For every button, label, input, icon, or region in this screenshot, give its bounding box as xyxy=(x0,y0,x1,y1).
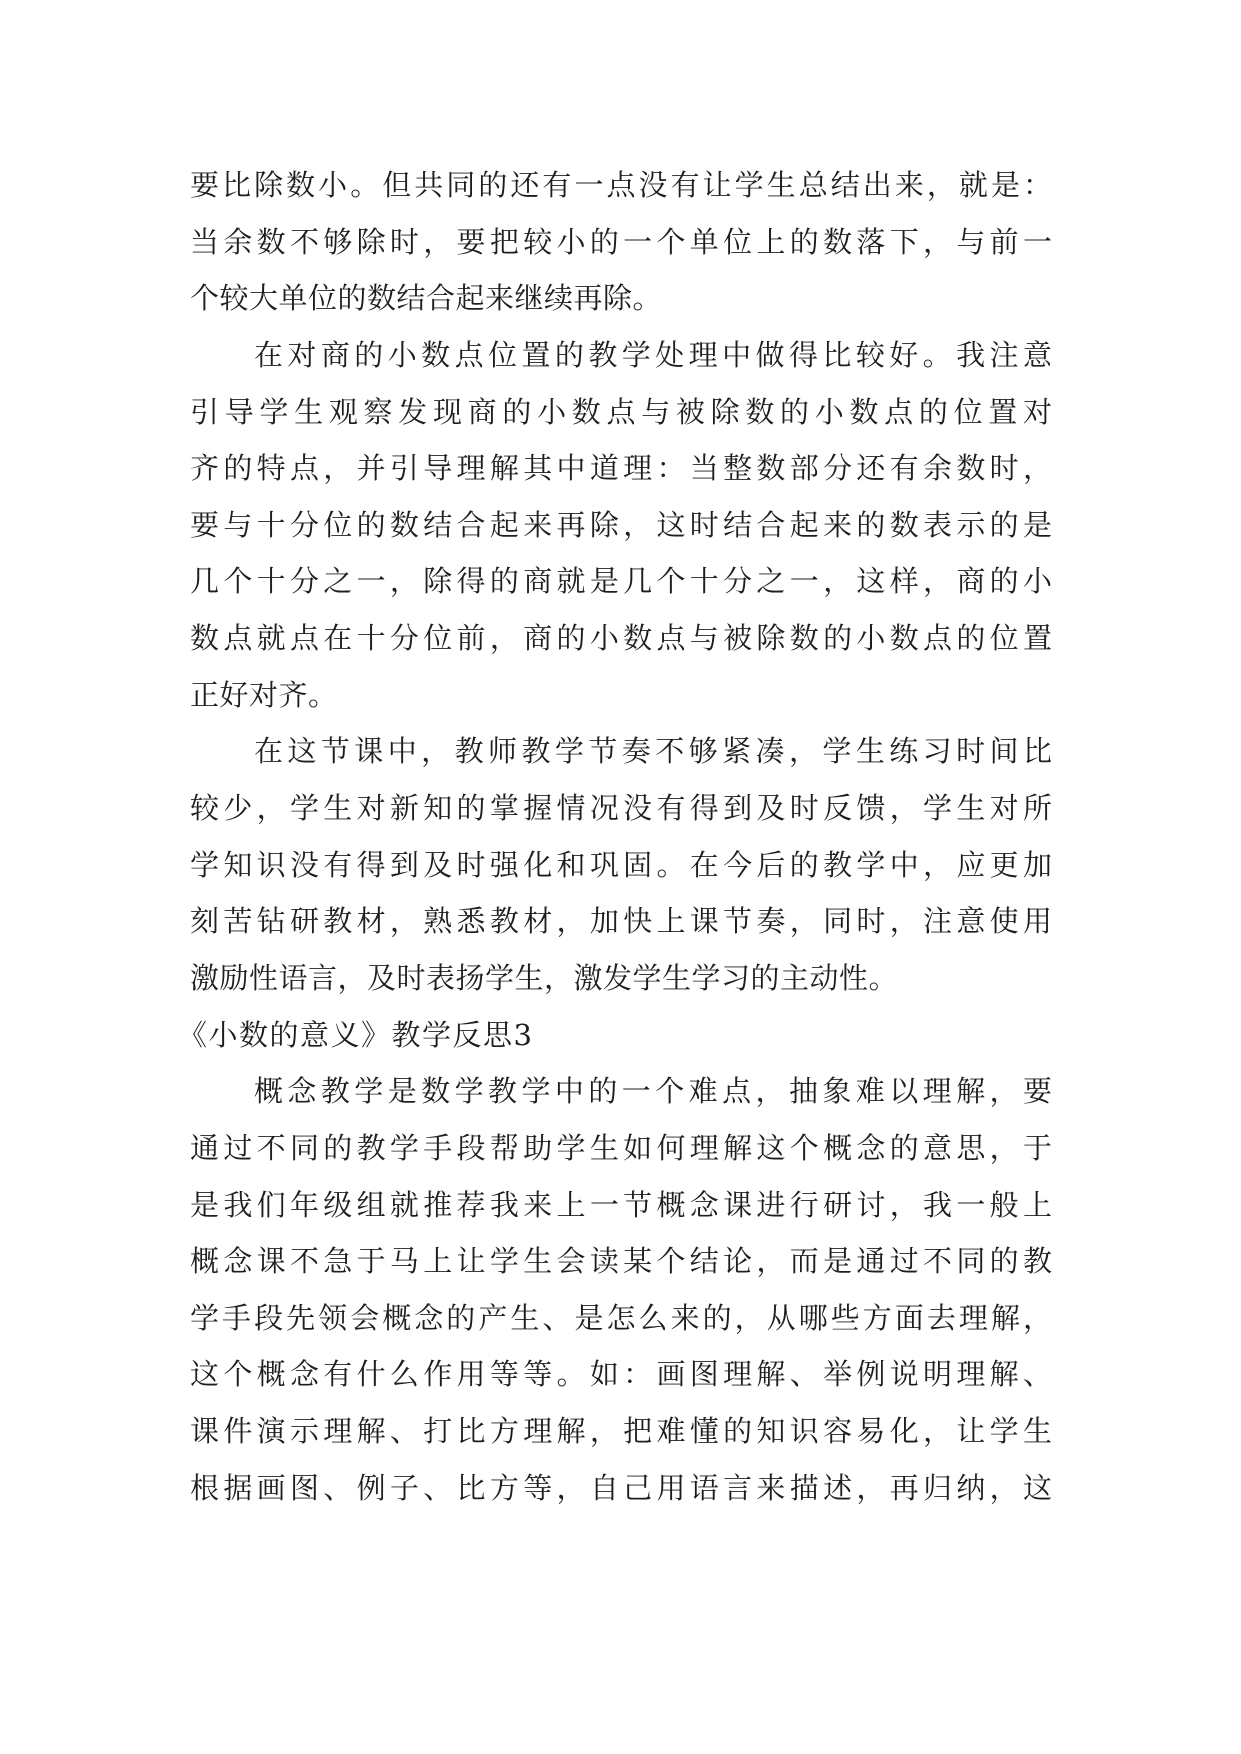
text-line: 根据画图、例子、比方等，自己用语言来描述，再归纳，这 xyxy=(190,1470,1052,1505)
text-line: 个较大单位的数结合起来继续再除。 xyxy=(190,281,663,316)
text-line: 几个十分之一，除得的商就是几个十分之一，这样，商的小 xyxy=(190,564,1052,599)
text-line: 在这节课中，教师教学节奏不够紧凑，学生练习时间比 xyxy=(254,734,1052,769)
text-line: 学手段先领会概念的产生、是怎么来的，从哪些方面去理解， xyxy=(190,1300,1052,1335)
paragraph xyxy=(190,157,1052,327)
text-line: 要与十分位的数结合起来再除，这时结合起来的数表示的是 xyxy=(190,507,1052,542)
paragraph xyxy=(190,723,1052,1006)
paragraph xyxy=(190,327,1052,723)
text-line: 激励性语言，及时表扬学生，激发学生学习的主动性。 xyxy=(190,960,899,995)
text-line: 当余数不够除时，要把较小的一个单位上的数落下，与前一 xyxy=(190,224,1052,259)
text-line: 刻苦钻研教材，熟悉教材，加快上课节奏，同时，注意使用 xyxy=(190,904,1052,939)
text-line: 在对商的小数点位置的教学处理中做得比较好。我注意 xyxy=(254,337,1052,372)
text-line: 学知识没有得到及时强化和巩固。在今后的教学中，应更加 xyxy=(190,847,1052,882)
text-line: 数点就点在十分位前，商的小数点与被除数的小数点的位置 xyxy=(190,621,1052,656)
text-line: 这个概念有什么作用等等。如：画图理解、举例说明理解、 xyxy=(190,1357,1052,1392)
text-line: 齐的特点，并引导理解其中道理：当整数部分还有余数时， xyxy=(190,451,1052,486)
text-line: 要比除数小。但共同的还有一点没有让学生总结出来，就是： xyxy=(190,168,1052,202)
text-line: 引导学生观察发现商的小数点与被除数的小数点的位置对 xyxy=(190,394,1052,429)
text-line: 较少，学生对新知的掌握情况没有得到及时反馈，学生对所 xyxy=(190,791,1052,826)
section-heading: 《小数的意义》教学反思3 xyxy=(178,1017,534,1052)
text-line: 概念教学是数学教学中的一个难点，抽象难以理解，要 xyxy=(254,1074,1052,1109)
document-page xyxy=(178,157,1052,1516)
text-line: 是我们年级组就推荐我来上一节概念课进行研讨，我一般上 xyxy=(190,1187,1052,1222)
text-line: 课件演示理解、打比方理解，把难懂的知识容易化，让学生 xyxy=(190,1414,1052,1449)
paragraph xyxy=(190,1063,1052,1516)
text-line: 通过不同的教学手段帮助学生如何理解这个概念的意思，于 xyxy=(190,1130,1052,1165)
text-line: 正好对齐。 xyxy=(190,677,338,712)
text-line: 概念课不急于马上让学生会读某个结论，而是通过不同的教 xyxy=(190,1244,1052,1279)
